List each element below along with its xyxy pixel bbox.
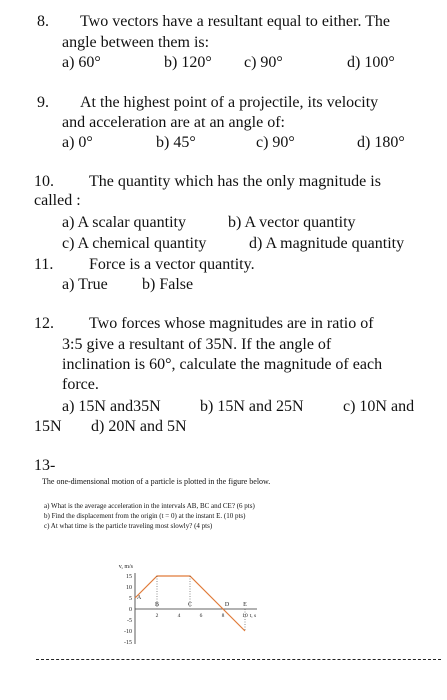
q8-number: 8. [37,13,49,30]
x-tick-label: 10 [242,613,248,619]
q9-option-d: d) 180° [357,134,405,151]
x-tick-label: 4 [177,613,181,619]
q13-number: 13- [34,457,56,474]
q11-option-b: b) False [142,276,194,293]
y-tick-label: -10 [124,629,132,635]
q12-option-c: c) 10N and [343,398,415,415]
q9-option-b: b) 45° [156,134,196,151]
q8-text-line2: angle between them is: [62,34,210,51]
q12-text-line1: Two forces whose magnitudes are in ratio of [89,315,374,332]
y-tick-label: -5 [127,618,132,624]
x-tick-label: 2 [155,613,159,619]
q9-number: 9. [37,94,49,111]
q13-part-a: a) What is the average acceleration in the intervals AB, BC and CE? (6 pts) [44,502,255,510]
q12-option-c-continued: 15N [34,418,62,435]
q11-text: Force is a vector quantity. [89,256,255,273]
q13-part-b: b) Find the displacement from the origin (t = 0) at the instant E. (10 pts) [44,512,246,520]
q8-option-d: d) 100° [347,54,395,71]
q11-number: 11. [34,256,54,273]
point-label-a: A [136,595,142,601]
q10-number: 10. [34,173,54,190]
point-label-d: D [224,602,230,608]
y-tick-label: 5 [129,596,132,602]
q10-option-a: a) A scalar quantity [62,214,186,231]
q8-option-b: b) 120° [164,54,212,71]
x-tick-label: 8 [221,613,225,619]
q8-option-a: a) 60° [62,54,101,71]
y-tick-label: 10 [126,585,132,591]
point-label-c: C [187,602,193,608]
q12-text-line2: 3:5 give a resultant of 35N. If the angle of [62,336,332,353]
y-tick-label: 15 [126,574,132,580]
q11-option-a: a) True [62,276,108,293]
x-tick-label: 6 [199,613,203,619]
q8-text-line1: Two vectors have a resultant equal to either. The [80,13,391,30]
q12-text-line3: inclination is 60°, calculate the magnitude of each [62,356,383,373]
q8-option-c: c) 90° [244,54,283,71]
q13-part-c: c) At what time is the particle traveling most slowly? (4 pts) [44,522,213,530]
x-axis-label: t, s [249,613,257,619]
q10-option-d: d) A magnitude quantity [249,235,405,252]
q12-number: 12. [34,315,54,332]
point-label-b: B [154,602,160,608]
q10-text-line2: called : [34,192,81,209]
velocity-time-chart [110,555,290,655]
bottom-divider [36,659,441,660]
q13-intro: The one-dimensional motion of a particle is plotted in the figure below. [42,477,271,486]
q9-text-line2: and acceleration are at an angle of: [62,114,285,131]
q12-option-d: d) 20N and 5N [91,418,187,435]
y-axis-label: v, m/s [118,564,133,570]
q10-option-b: b) A vector quantity [228,214,356,231]
q12-option-a: a) 15N and35N [62,398,161,415]
y-tick-label: 0 [129,607,132,613]
y-tick-label: -15 [124,640,132,646]
q9-option-a: a) 0° [62,134,93,151]
q12-option-b: b) 15N and 25N [200,398,304,415]
q12-text-line4: force. [62,376,99,393]
q9-text-line1: At the highest point of a projectile, its velocity [80,94,379,111]
q10-option-c: c) A chemical quantity [62,235,207,252]
point-label-e: E [243,602,247,608]
q9-option-c: c) 90° [256,134,295,151]
q10-text-line1: The quantity which has the only magnitude is [89,173,381,190]
